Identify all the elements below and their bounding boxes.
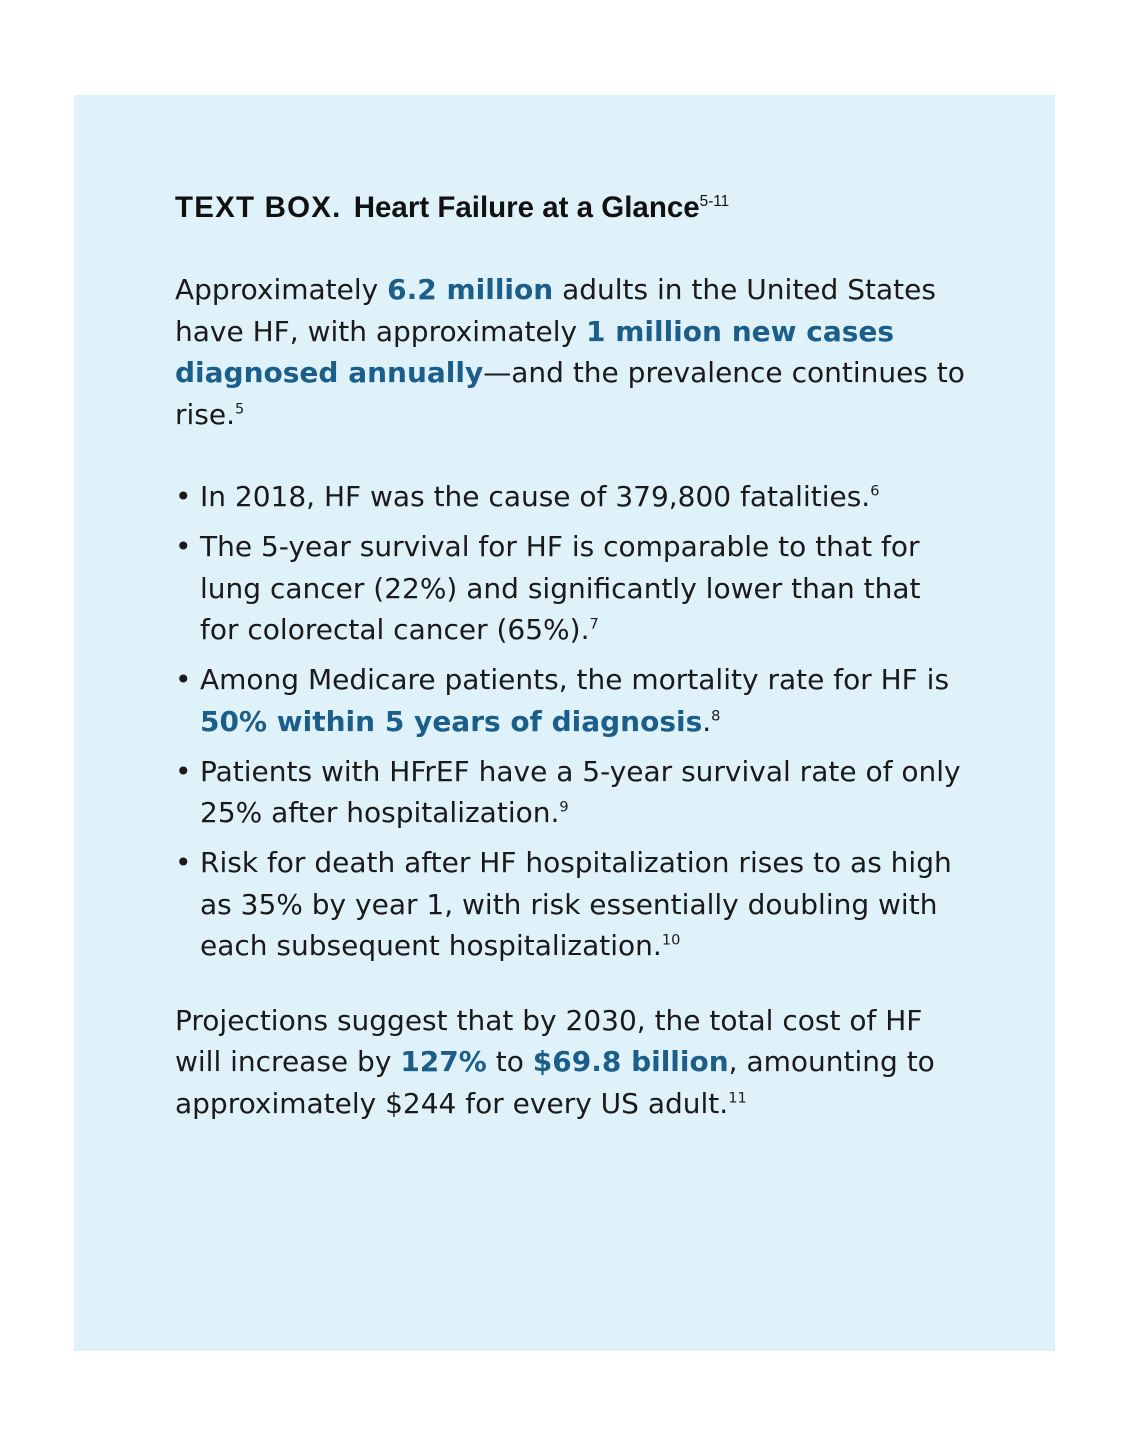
intro-text-1: Approximately	[175, 273, 388, 306]
title-text: Heart Failure at a Glance	[353, 191, 700, 224]
bullet-highlight: 50% within 5 years of diagnosis	[200, 704, 703, 738]
title-reference: 5-11	[699, 193, 730, 211]
bullet-text: Among Medicare patients, the mortality rate for HF is	[200, 663, 950, 696]
bullet-list	[175, 476, 965, 967]
bullet-item	[175, 751, 965, 834]
closing-text-3: , amounting to approximately $244 for every US adult.	[175, 1045, 935, 1120]
bullet-reference: 7	[589, 615, 599, 633]
text-box-title	[175, 188, 965, 228]
bullet-icon: •	[175, 846, 192, 879]
intro-text-2: adults in the United States have HF, with approximately	[175, 273, 936, 348]
intro-highlight-new-cases: 1 million new cases diagnosed annually	[175, 314, 895, 389]
bullet-text: In 2018, HF was the cause of 379,800 fatalities.	[200, 480, 871, 513]
bullet-reference: 9	[559, 798, 569, 816]
bullet-item	[175, 842, 965, 967]
text-box	[74, 95, 1055, 1351]
bullet-item	[175, 526, 965, 651]
bullet-text-end: .	[702, 704, 712, 738]
title-label: TEXT BOX.	[175, 191, 342, 224]
bullet-text: Risk for death after HF hospitalization rises to as high as 35% by year 1, with risk essentially doubling with each subsequent hospitalization.	[200, 846, 952, 962]
bullet-text: The 5-year survival for HF is comparable to that for lung cancer (22%) and significantly lower than that for colorectal cancer (65%).	[200, 530, 921, 646]
intro-reference: 5	[235, 400, 245, 418]
bullet-item	[175, 659, 965, 742]
closing-paragraph	[175, 1000, 965, 1125]
intro-highlight-adults: 6.2 million	[387, 273, 554, 306]
bullet-icon: •	[175, 663, 192, 696]
bullet-text: Patients with HFrEF have a 5-year survival rate of only 25% after hospitalization.	[200, 754, 961, 829]
closing-text-1: Projections suggest that by 2030, the total cost of HF will increase by	[175, 1003, 923, 1078]
intro-paragraph	[175, 269, 965, 435]
bullet-reference: 6	[870, 482, 880, 500]
bullet-reference: 8	[711, 707, 721, 725]
bullet-icon: •	[175, 530, 192, 563]
bullet-icon: •	[175, 480, 192, 513]
intro-text-3: —and the prevalence continues to rise.	[175, 356, 965, 431]
text-box-content	[175, 188, 965, 1124]
closing-highlight-cost: $69.8 billion	[532, 1045, 729, 1078]
bullet-item	[175, 476, 965, 518]
closing-highlight-percent: 127%	[400, 1045, 487, 1078]
bullet-icon: •	[175, 754, 192, 788]
closing-text-2: to	[486, 1045, 533, 1078]
closing-reference: 11	[728, 1089, 747, 1107]
bullet-reference: 10	[661, 931, 681, 949]
